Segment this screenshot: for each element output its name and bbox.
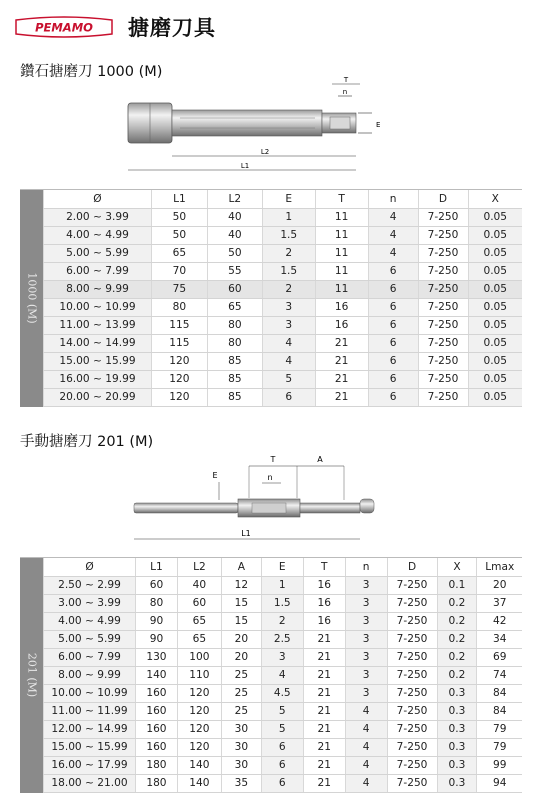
table-cell: 2 bbox=[261, 612, 303, 630]
table-cell: 11 bbox=[315, 244, 368, 262]
table-cell: 16 bbox=[303, 576, 345, 594]
table-cell: 7-250 bbox=[418, 208, 468, 226]
table-cell: 2.50 ~ 2.99 bbox=[44, 576, 136, 594]
table-cell: 4 bbox=[262, 334, 315, 352]
table-cell: 0.05 bbox=[468, 352, 522, 370]
table-cell: 130 bbox=[135, 648, 177, 666]
table-cell: 70 bbox=[151, 262, 207, 280]
table-cell: 7-250 bbox=[418, 334, 468, 352]
table-cell: 21 bbox=[303, 756, 345, 774]
table-row bbox=[44, 594, 523, 612]
column-header: X bbox=[468, 190, 522, 208]
table-cell: 0.05 bbox=[468, 316, 522, 334]
table-row bbox=[44, 720, 523, 738]
table-cell: 30 bbox=[221, 738, 261, 756]
table-header-row bbox=[44, 190, 523, 208]
table-cell: 0.3 bbox=[437, 756, 477, 774]
table-cell: 5 bbox=[261, 720, 303, 738]
table-cell: 75 bbox=[151, 280, 207, 298]
table-cell: 37 bbox=[477, 594, 522, 612]
column-header: L1 bbox=[135, 558, 177, 576]
table-cell: 15.00 ~ 15.99 bbox=[44, 738, 136, 756]
table-row bbox=[44, 370, 523, 388]
table-cell: 120 bbox=[151, 370, 207, 388]
table-row bbox=[44, 702, 523, 720]
table-cell: 160 bbox=[135, 702, 177, 720]
table-cell: 21 bbox=[303, 648, 345, 666]
table-cell: 7-250 bbox=[418, 352, 468, 370]
svg-text:n: n bbox=[342, 88, 348, 96]
table-cell: 0.3 bbox=[437, 684, 477, 702]
svg-text:n: n bbox=[267, 473, 273, 482]
table-cell: 6 bbox=[262, 388, 315, 406]
table-cell: 110 bbox=[177, 666, 221, 684]
table-cell: 16.00 ~ 19.99 bbox=[44, 370, 152, 388]
table-row bbox=[44, 298, 523, 316]
pemamo-logo bbox=[14, 16, 114, 38]
table-cell: 7-250 bbox=[387, 702, 437, 720]
column-header: n bbox=[368, 190, 418, 208]
table-cell: 4 bbox=[368, 208, 418, 226]
table-cell: 5.00 ~ 5.99 bbox=[44, 244, 152, 262]
svg-text:E: E bbox=[376, 121, 381, 129]
table-cell: 6 bbox=[368, 280, 418, 298]
table-cell: 7-250 bbox=[387, 648, 437, 666]
table-cell: 7-250 bbox=[387, 630, 437, 648]
table-row bbox=[44, 648, 523, 666]
table-cell: 35 bbox=[221, 774, 261, 792]
table-cell: 11.00 ~ 11.99 bbox=[44, 702, 136, 720]
table-cell: 0.05 bbox=[468, 298, 522, 316]
table-cell: 7-250 bbox=[418, 280, 468, 298]
table-cell: 60 bbox=[177, 594, 221, 612]
table-cell: 7-250 bbox=[387, 756, 437, 774]
column-header: X bbox=[437, 558, 477, 576]
table-row bbox=[44, 280, 523, 298]
table-cell: 11 bbox=[315, 280, 368, 298]
table-cell: 2 bbox=[262, 244, 315, 262]
table-cell: 15.00 ~ 15.99 bbox=[44, 352, 152, 370]
table-cell: 21 bbox=[303, 720, 345, 738]
table-cell: 4 bbox=[368, 244, 418, 262]
table-cell: 120 bbox=[177, 684, 221, 702]
table-cell: 85 bbox=[207, 370, 262, 388]
table-cell: 4.5 bbox=[261, 684, 303, 702]
table-cell: 69 bbox=[477, 648, 522, 666]
table-cell: 80 bbox=[151, 298, 207, 316]
table-cell: 12 bbox=[221, 576, 261, 594]
table-cell: 4 bbox=[345, 702, 387, 720]
table-cell: 20 bbox=[221, 648, 261, 666]
table-cell: 7-250 bbox=[387, 666, 437, 684]
table-cell: 6 bbox=[368, 262, 418, 280]
table-cell: 7-250 bbox=[418, 316, 468, 334]
table-cell: 20 bbox=[221, 630, 261, 648]
table-cell: 50 bbox=[151, 208, 207, 226]
table-cell: 6.00 ~ 7.99 bbox=[44, 648, 136, 666]
table-cell: 6 bbox=[368, 370, 418, 388]
table-row bbox=[44, 684, 523, 702]
table-cell: 25 bbox=[221, 684, 261, 702]
table-cell: 79 bbox=[477, 738, 522, 756]
section2-title: 手動搪磨刀 201 (M) bbox=[20, 434, 154, 450]
table-cell: 3 bbox=[345, 576, 387, 594]
column-header: Lmax bbox=[477, 558, 522, 576]
table-cell: 120 bbox=[151, 352, 207, 370]
table-cell: 84 bbox=[477, 702, 522, 720]
table-cell: 0.3 bbox=[437, 738, 477, 756]
table-cell: 79 bbox=[477, 720, 522, 738]
table-cell: 2 bbox=[262, 280, 315, 298]
table-cell: 0.05 bbox=[468, 244, 522, 262]
table-cell: 7-250 bbox=[387, 594, 437, 612]
table-cell: 140 bbox=[135, 666, 177, 684]
table-cell: 0.05 bbox=[468, 226, 522, 244]
table-cell: 0.3 bbox=[437, 702, 477, 720]
table-cell: 16 bbox=[303, 612, 345, 630]
section1-title: 鑽石搪磨刀 1000 (M) bbox=[20, 64, 163, 80]
table-cell: 16 bbox=[315, 298, 368, 316]
table-cell: 1 bbox=[262, 208, 315, 226]
table-cell: 80 bbox=[207, 334, 262, 352]
table-cell: 11 bbox=[315, 208, 368, 226]
table-cell: 4 bbox=[345, 774, 387, 792]
table-cell: 4 bbox=[345, 738, 387, 756]
table-row bbox=[44, 208, 523, 226]
column-header: E bbox=[261, 558, 303, 576]
table-row bbox=[44, 774, 523, 792]
table-cell: 55 bbox=[207, 262, 262, 280]
table-cell: 120 bbox=[177, 738, 221, 756]
table-cell: 34 bbox=[477, 630, 522, 648]
table-cell: 0.2 bbox=[437, 666, 477, 684]
column-header: D bbox=[387, 558, 437, 576]
table-cell: 160 bbox=[135, 720, 177, 738]
table-cell: 21 bbox=[315, 334, 368, 352]
table-cell: 0.05 bbox=[468, 334, 522, 352]
table-cell: 0.1 bbox=[437, 576, 477, 594]
svg-text:T: T bbox=[343, 76, 349, 84]
table-cell: 3 bbox=[262, 316, 315, 334]
column-header: T bbox=[315, 190, 368, 208]
table-cell: 3 bbox=[345, 666, 387, 684]
table-cell: 5 bbox=[262, 370, 315, 388]
table-cell: 14.00 ~ 14.99 bbox=[44, 334, 152, 352]
table-cell: 21 bbox=[315, 370, 368, 388]
table-cell: 8.00 ~ 9.99 bbox=[44, 280, 152, 298]
table-cell: 0.05 bbox=[468, 388, 522, 406]
table-cell: 7-250 bbox=[387, 576, 437, 594]
table-cell: 20 bbox=[477, 576, 522, 594]
table-cell: 65 bbox=[177, 612, 221, 630]
table-cell: 7-250 bbox=[387, 738, 437, 756]
table-row bbox=[44, 388, 523, 406]
table-cell: 25 bbox=[221, 666, 261, 684]
table-cell: 16.00 ~ 17.99 bbox=[44, 756, 136, 774]
table-cell: 8.00 ~ 9.99 bbox=[44, 666, 136, 684]
table-cell: 85 bbox=[207, 352, 262, 370]
table-cell: 50 bbox=[207, 244, 262, 262]
table-cell: 1.5 bbox=[262, 226, 315, 244]
table-cell: 21 bbox=[303, 738, 345, 756]
table-cell: 120 bbox=[177, 702, 221, 720]
table-cell: 65 bbox=[151, 244, 207, 262]
table-cell: 21 bbox=[303, 630, 345, 648]
diamond-hone-drawing bbox=[0, 72, 534, 182]
table-cell: 21 bbox=[303, 702, 345, 720]
table-cell: 3 bbox=[262, 298, 315, 316]
column-header: L2 bbox=[207, 190, 262, 208]
table-cell: 40 bbox=[207, 226, 262, 244]
svg-text:E: E bbox=[212, 471, 218, 480]
table-cell: 40 bbox=[177, 576, 221, 594]
table-cell: 120 bbox=[177, 720, 221, 738]
table-row bbox=[44, 576, 523, 594]
table-cell: 0.3 bbox=[437, 720, 477, 738]
table-cell: 60 bbox=[135, 576, 177, 594]
table-cell: 4 bbox=[345, 720, 387, 738]
table-cell: 74 bbox=[477, 666, 522, 684]
table-cell: 0.3 bbox=[437, 774, 477, 792]
table-cell: 18.00 ~ 21.00 bbox=[44, 774, 136, 792]
table-cell: 0.2 bbox=[437, 648, 477, 666]
table-cell: 4 bbox=[368, 226, 418, 244]
table-row bbox=[44, 244, 523, 262]
table-cell: 65 bbox=[177, 630, 221, 648]
table-cell: 120 bbox=[151, 388, 207, 406]
svg-text:A: A bbox=[317, 455, 323, 464]
table-cell: 60 bbox=[207, 280, 262, 298]
table-cell: 0.2 bbox=[437, 612, 477, 630]
table-cell: 180 bbox=[135, 756, 177, 774]
table-cell: 5.00 ~ 5.99 bbox=[44, 630, 136, 648]
table-cell: 20.00 ~ 20.99 bbox=[44, 388, 152, 406]
table-cell: 11 bbox=[315, 262, 368, 280]
table-cell: 85 bbox=[207, 388, 262, 406]
table-cell: 3 bbox=[261, 648, 303, 666]
table-cell: 15 bbox=[221, 594, 261, 612]
table-cell: 7-250 bbox=[418, 262, 468, 280]
table-cell: 7-250 bbox=[387, 612, 437, 630]
table-cell: 80 bbox=[135, 594, 177, 612]
table-cell: 160 bbox=[135, 738, 177, 756]
section2-table bbox=[20, 557, 522, 793]
svg-text:PEMAMO: PEMAMO bbox=[35, 20, 93, 35]
table-row bbox=[44, 738, 523, 756]
table-cell: 140 bbox=[177, 774, 221, 792]
table-cell: 5 bbox=[261, 702, 303, 720]
table-cell: 4.00 ~ 4.99 bbox=[44, 612, 136, 630]
table-cell: 21 bbox=[303, 684, 345, 702]
column-header: D bbox=[418, 190, 468, 208]
table-cell: 7-250 bbox=[418, 370, 468, 388]
table-cell: 0.2 bbox=[437, 594, 477, 612]
table-cell: 7-250 bbox=[387, 720, 437, 738]
table-cell: 99 bbox=[477, 756, 522, 774]
svg-text:T: T bbox=[270, 455, 276, 464]
column-header: A bbox=[221, 558, 261, 576]
column-header: E bbox=[262, 190, 315, 208]
section1-table bbox=[20, 189, 522, 407]
table-cell: 180 bbox=[135, 774, 177, 792]
table-cell: 6 bbox=[261, 738, 303, 756]
table-cell: 42 bbox=[477, 612, 522, 630]
table-cell: 6 bbox=[368, 316, 418, 334]
page-title: 搪磨刀具 bbox=[128, 16, 216, 40]
table-cell: 3 bbox=[345, 630, 387, 648]
table-cell: 11 bbox=[315, 226, 368, 244]
table-cell: 0.05 bbox=[468, 280, 522, 298]
table-cell: 30 bbox=[221, 756, 261, 774]
table-cell: 6 bbox=[368, 388, 418, 406]
table-cell: 90 bbox=[135, 612, 177, 630]
column-header: L1 bbox=[151, 190, 207, 208]
table-cell: 4 bbox=[345, 756, 387, 774]
table-header-row bbox=[44, 558, 523, 576]
table-cell: 30 bbox=[221, 720, 261, 738]
table-cell: 6 bbox=[368, 298, 418, 316]
table-cell: 4 bbox=[261, 666, 303, 684]
table-cell: 21 bbox=[315, 352, 368, 370]
table-row bbox=[44, 352, 523, 370]
section2-side-label: 201 (M) bbox=[20, 558, 43, 793]
table-cell: 10.00 ~ 10.99 bbox=[44, 684, 136, 702]
table-cell: 3 bbox=[345, 648, 387, 666]
table-cell: 7-250 bbox=[418, 298, 468, 316]
table-cell: 7-250 bbox=[418, 244, 468, 262]
table-cell: 4 bbox=[262, 352, 315, 370]
table-cell: 0.2 bbox=[437, 630, 477, 648]
table-cell: 65 bbox=[207, 298, 262, 316]
table-cell: 25 bbox=[221, 702, 261, 720]
table-row bbox=[44, 612, 523, 630]
table-cell: 4.00 ~ 4.99 bbox=[44, 226, 152, 244]
table-cell: 10.00 ~ 10.99 bbox=[44, 298, 152, 316]
column-header: L2 bbox=[177, 558, 221, 576]
table-row bbox=[44, 756, 523, 774]
table-cell: 0.05 bbox=[468, 262, 522, 280]
table-cell: 3.00 ~ 3.99 bbox=[44, 594, 136, 612]
column-header: Ø bbox=[44, 190, 152, 208]
table-cell: 11.00 ~ 13.99 bbox=[44, 316, 152, 334]
table-cell: 12.00 ~ 14.99 bbox=[44, 720, 136, 738]
table-cell: 0.05 bbox=[468, 208, 522, 226]
table-cell: 16 bbox=[315, 316, 368, 334]
table-cell: 0.05 bbox=[468, 370, 522, 388]
table-row bbox=[44, 262, 523, 280]
table-row bbox=[44, 316, 523, 334]
table-cell: 3 bbox=[345, 594, 387, 612]
table-cell: 115 bbox=[151, 334, 207, 352]
table-cell: 140 bbox=[177, 756, 221, 774]
table-cell: 40 bbox=[207, 208, 262, 226]
table-cell: 50 bbox=[151, 226, 207, 244]
table-cell: 2.5 bbox=[261, 630, 303, 648]
table-cell: 6 bbox=[261, 774, 303, 792]
table-cell: 1.5 bbox=[261, 594, 303, 612]
table-cell: 15 bbox=[221, 612, 261, 630]
table-cell: 7-250 bbox=[418, 388, 468, 406]
column-header: n bbox=[345, 558, 387, 576]
table-cell: 6 bbox=[368, 352, 418, 370]
table-cell: 7-250 bbox=[387, 684, 437, 702]
svg-text:L1: L1 bbox=[240, 162, 250, 170]
column-header: T bbox=[303, 558, 345, 576]
table-row bbox=[44, 630, 523, 648]
table-cell: 94 bbox=[477, 774, 522, 792]
table-cell: 80 bbox=[207, 316, 262, 334]
table-cell: 7-250 bbox=[418, 226, 468, 244]
table-row bbox=[44, 226, 523, 244]
table-cell: 2.00 ~ 3.99 bbox=[44, 208, 152, 226]
table-cell: 100 bbox=[177, 648, 221, 666]
table-cell: 3 bbox=[345, 684, 387, 702]
svg-text:L2: L2 bbox=[260, 148, 270, 156]
table-cell: 6.00 ~ 7.99 bbox=[44, 262, 152, 280]
table-row bbox=[44, 334, 523, 352]
table-cell: 21 bbox=[303, 666, 345, 684]
table-cell: 90 bbox=[135, 630, 177, 648]
table-cell: 6 bbox=[368, 334, 418, 352]
table-cell: 3 bbox=[345, 612, 387, 630]
svg-text:L1: L1 bbox=[241, 529, 251, 538]
table-cell: 115 bbox=[151, 316, 207, 334]
table-cell: 7-250 bbox=[387, 774, 437, 792]
section1-side-label: 1000 (M) bbox=[20, 190, 43, 407]
table-cell: 1 bbox=[261, 576, 303, 594]
table-cell: 16 bbox=[303, 594, 345, 612]
column-header: Ø bbox=[44, 558, 136, 576]
page-header bbox=[14, 12, 216, 42]
manual-hone-drawing bbox=[0, 448, 534, 548]
table-row bbox=[44, 666, 523, 684]
table-cell: 84 bbox=[477, 684, 522, 702]
table-cell: 21 bbox=[315, 388, 368, 406]
table-cell: 6 bbox=[261, 756, 303, 774]
table-cell: 1.5 bbox=[262, 262, 315, 280]
table-cell: 21 bbox=[303, 774, 345, 792]
table-cell: 160 bbox=[135, 684, 177, 702]
